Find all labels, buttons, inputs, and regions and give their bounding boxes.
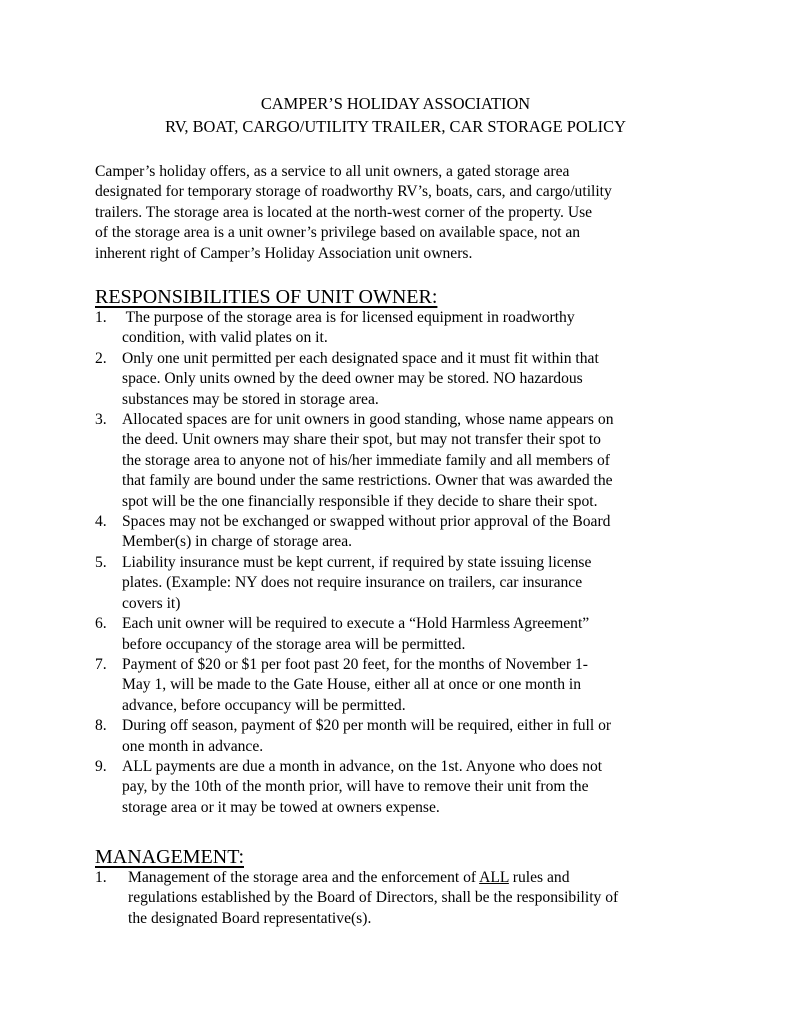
item-line: ALL payments are due a month in advance, on the 1st. Anyone who does not	[122, 757, 603, 775]
item-number: 4.	[95, 513, 107, 531]
item-number: 9.	[95, 757, 107, 775]
list-item	[95, 655, 705, 716]
underlined-text: ALL	[479, 869, 509, 886]
item-line: space. Only units owned by the deed owner may be stored. NO hazardous	[122, 370, 583, 388]
item-number: 7.	[95, 655, 107, 673]
item-line: regulations established by the Board of Directors, shall be the responsibility of	[128, 889, 619, 907]
item-line: spot will be the one financially responsible if they decide to share their spot.	[122, 492, 598, 510]
list-item	[95, 614, 705, 655]
list-item	[95, 553, 705, 614]
item-line: Each unit owner will be required to execute a “Hold Harmless Agreement”	[122, 615, 590, 633]
intro-paragraph	[95, 162, 695, 264]
item-number: 3.	[95, 411, 107, 429]
list-item	[95, 349, 705, 410]
item-line: substances may be stored in storage area.	[122, 390, 379, 408]
list-item	[95, 308, 705, 349]
item-line: Spaces may not be exchanged or swapped without prior approval of the Board	[122, 513, 611, 531]
item-line: the storage area to anyone not of his/her immediate family and all members of	[122, 451, 611, 469]
list-item	[95, 512, 705, 553]
list-item	[95, 410, 705, 512]
item-line: plates. (Example: NY does not require insurance on trailers, car insurance	[122, 574, 583, 592]
item-line: Liability insurance must be kept current, if required by state issuing license	[122, 553, 592, 571]
document-title: CAMPER’S HOLIDAY ASSOCIATION	[260, 94, 531, 113]
document-subtitle: RV, BOAT, CARGO/UTILITY TRAILER, CAR STORAGE POLICY	[165, 117, 626, 136]
item-line: Only one unit permitted per each designated space and it must fit within that	[122, 349, 599, 367]
responsibilities-heading: RESPONSIBILITIES OF UNIT OWNER:	[95, 286, 438, 308]
item-line: Payment of $20 or $1 per foot past 20 feet, for the months of November 1-	[122, 655, 588, 673]
list-item	[95, 757, 705, 818]
item-line: advance, before occupancy will be permitted.	[122, 696, 406, 714]
item-line	[128, 868, 705, 888]
item-line: before occupancy of the storage area will be permitted.	[122, 635, 466, 653]
intro-line: of the storage area is a unit owner’s privilege based on available space, not an	[95, 224, 581, 242]
item-line: that family are bound under the same restrictions. Owner that was awarded the	[122, 472, 613, 490]
intro-line: designated for temporary storage of roadworthy RV’s, boats, cars, and cargo/utility	[95, 183, 612, 201]
item-number: 6.	[95, 615, 107, 633]
intro-line: inherent right of Camper’s Holiday Association unit owners.	[95, 244, 473, 262]
item-line: The purpose of the storage area is for licensed equipment in roadworthy	[122, 309, 575, 326]
item-line: the designated Board representative(s).	[128, 909, 372, 927]
management-list	[95, 868, 705, 929]
item-line: Allocated spaces are for unit owners in good standing, whose name appears on	[122, 411, 614, 429]
line-text: Management of the storage area and the enforcement of	[128, 869, 480, 886]
intro-line: Camper’s holiday offers, as a service to all unit owners, a gated storage area	[95, 163, 570, 180]
item-number: 8.	[95, 717, 107, 735]
item-line: the deed. Unit owners may share their spot, but may not transfer their spot to	[122, 431, 601, 449]
item-number: 1.	[95, 869, 107, 886]
management-heading: MANAGEMENT:	[95, 846, 244, 868]
item-line: May 1, will be made to the Gate House, either all at once or one month in	[122, 676, 582, 694]
item-line: pay, by the 10th of the month prior, will have to remove their unit from the	[122, 778, 589, 796]
list-item	[95, 716, 705, 757]
item-line: covers it)	[122, 594, 181, 612]
item-line: storage area or it may be towed at owners expense.	[122, 798, 440, 816]
item-line: Member(s) in charge of storage area.	[122, 533, 353, 551]
item-line: one month in advance.	[122, 737, 264, 755]
item-line: condition, with valid plates on it.	[122, 329, 328, 347]
item-number: 2.	[95, 349, 107, 367]
responsibilities-list	[95, 308, 705, 818]
item-number: 1.	[95, 309, 107, 326]
intro-line: trailers. The storage area is located at the north-west corner of the property. Use	[95, 203, 593, 221]
item-number: 5.	[95, 553, 107, 571]
list-item	[95, 868, 705, 929]
item-line: During off season, payment of $20 per month will be required, either in full or	[122, 717, 612, 735]
line-text: rules and	[508, 869, 570, 886]
